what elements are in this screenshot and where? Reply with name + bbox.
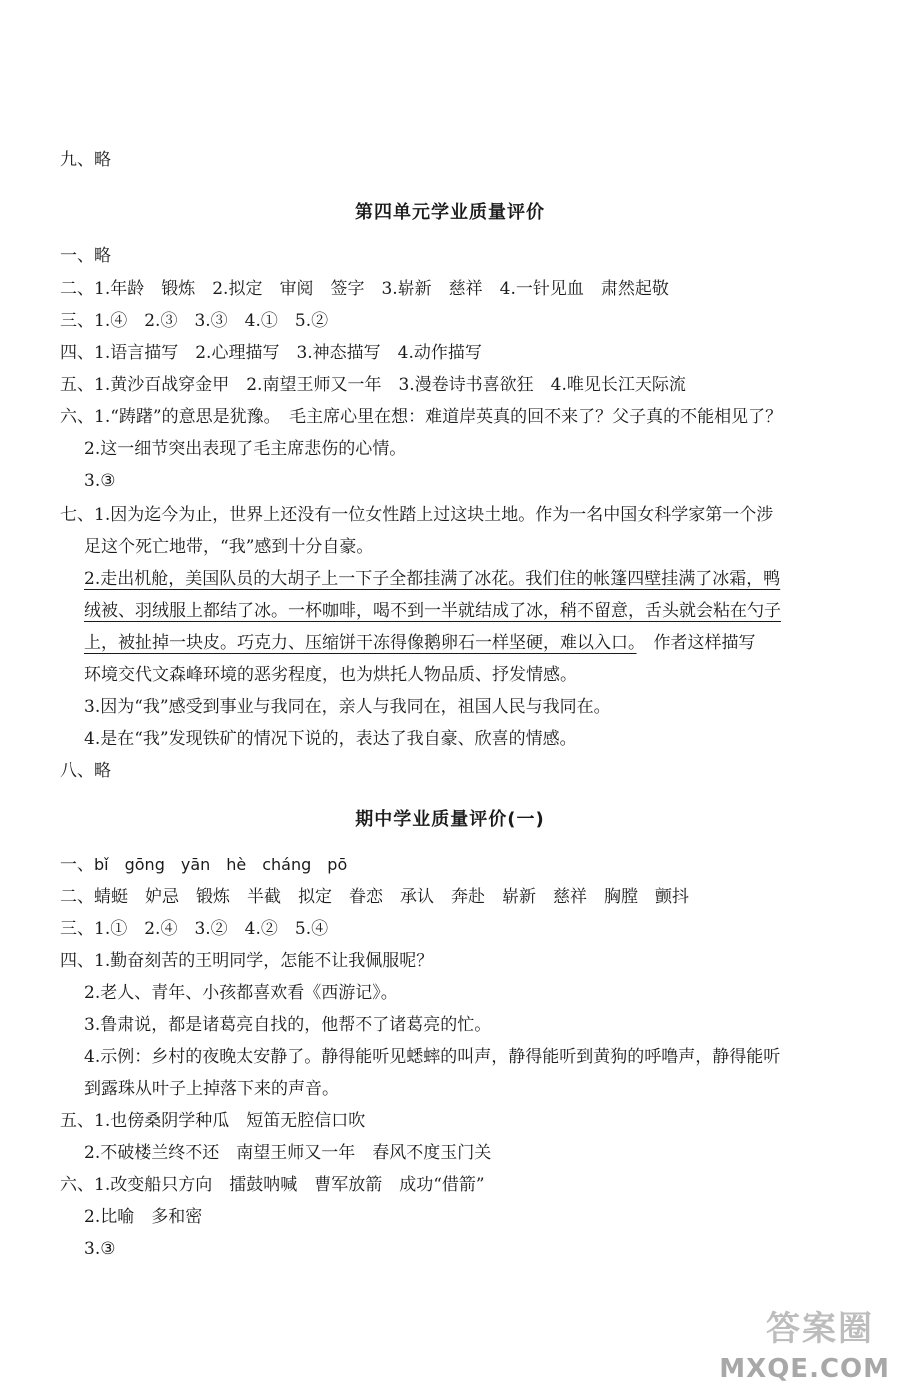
unit4-line-6: 六、1.“踌躇”的意思是犹豫。 毛主席心里在想：难道岸英真的回不来了？父子真的不能相见了？ [60,407,783,427]
midterm-line-1 [60,853,347,877]
midterm-line-1-prefix: 一、 [60,855,94,875]
unit4-line-13-tail: 作者这样描写 [636,633,756,653]
unit4-line-14: 环境交代文森峰环境的恶劣程度，也为烘托人物品质、抒发情感。 [84,665,577,685]
unit4-line-1: 一、略 [60,246,111,266]
midterm-line-8: 到露珠从叶子上掉落下来的声音。 [84,1079,339,1099]
unit4-line-12-underlined: 绒被、羽绒服上都结了冰。一杯咖啡，喝不到一半就结成了冰，稍不留意，舌头就会粘在勺子 [84,601,781,621]
watermark-url: MXQE.COM [719,1354,890,1384]
unit4-line-5: 五、1.黄沙百战穿金甲 2.南望王师又一年 3.漫卷诗书喜欲狂 4.唯见长江天际流 [60,375,686,395]
midterm-line-2: 二、蜻蜓 妒忌 锻炼 半截 拟定 眷恋 承认 奔赴 崭新 慈祥 胸膛 颤抖 [60,887,689,907]
section-title-unit4: 第四单元学业质量评价 [355,202,545,223]
unit4-line-4: 四、1.语言描写 2.心理描写 3.神态描写 4.动作描写 [60,343,482,363]
midterm-line-7: 4.示例：乡村的夜晚太安静了。静得能听见蟋蟀的叫声，静得能听到黄狗的呼噜声，静得能听 [84,1047,781,1067]
midterm-line-4: 四、1.勤奋刻苦的王明同学，怎能不让我佩服呢？ [60,951,434,971]
item-nine: 九、略 [60,150,111,170]
midterm-line-11: 六、1.改变船只方向 擂鼓呐喊 曹军放箭 成功“借箭” [60,1175,485,1195]
unit4-line-10: 足这个死亡地带，“我”感到十分自豪。 [84,537,374,557]
watermark-cn: 答案圈 [766,1309,874,1349]
unit4-line-17: 八、略 [60,761,111,781]
unit4-line-15: 3.因为“我”感受到事业与我同在，亲人与我同在，祖国人民与我同在。 [84,697,611,717]
unit4-line-8: 3.③ [84,471,116,491]
midterm-line-6: 3.鲁肃说，都是诸葛亮自找的，他帮不了诸葛亮的忙。 [84,1015,492,1035]
unit4-line-16: 4.是在“我”发现铁矿的情况下说的，表达了我自豪、欣喜的情感。 [84,729,577,749]
unit4-line-2: 二、1.年龄 锻炼 2.拟定 审阅 签字 3.崭新 慈祥 4.一针见血 肃然起敬 [60,279,669,299]
unit4-line-13 [84,631,756,655]
unit4-line-11-underlined: 2.走出机舱，美国队员的大胡子上一下子全都挂满了冰花。我们住的帐篷四壁挂满了冰霜，鸭 [84,569,781,589]
midterm-pinyin: bǐ gōng yān hè cháng pō [94,855,348,874]
midterm-line-9: 五、1.也傍桑阴学种瓜 短笛无腔信口吹 [60,1111,366,1131]
midterm-line-12: 2.比喻 多和密 [84,1207,203,1227]
midterm-line-10: 2.不破楼兰终不还 南望王师又一年 春风不度玉门关 [84,1143,492,1163]
unit4-line-9: 七、1.因为迄今为止，世界上还没有一位女性踏上过这块土地。作为一名中国女科学家第一个涉 [60,505,774,525]
unit4-line-13-underlined: 上，被扯掉一块皮。巧克力、压缩饼干冻得像鹅卵石一样坚硬，难以入口。 [84,633,637,653]
unit4-line-3: 三、1.④ 2.③ 3.③ 4.① 5.② [60,311,329,331]
section-title-midterm: 期中学业质量评价(一) [355,809,545,830]
midterm-line-13: 3.③ [84,1239,116,1259]
unit4-line-7: 2.这一细节突出表现了毛主席悲伤的心情。 [84,439,407,459]
midterm-line-3: 三、1.① 2.④ 3.② 4.② 5.④ [60,919,329,939]
midterm-line-5: 2.老人、青年、小孩都喜欢看《西游记》。 [84,983,398,1003]
